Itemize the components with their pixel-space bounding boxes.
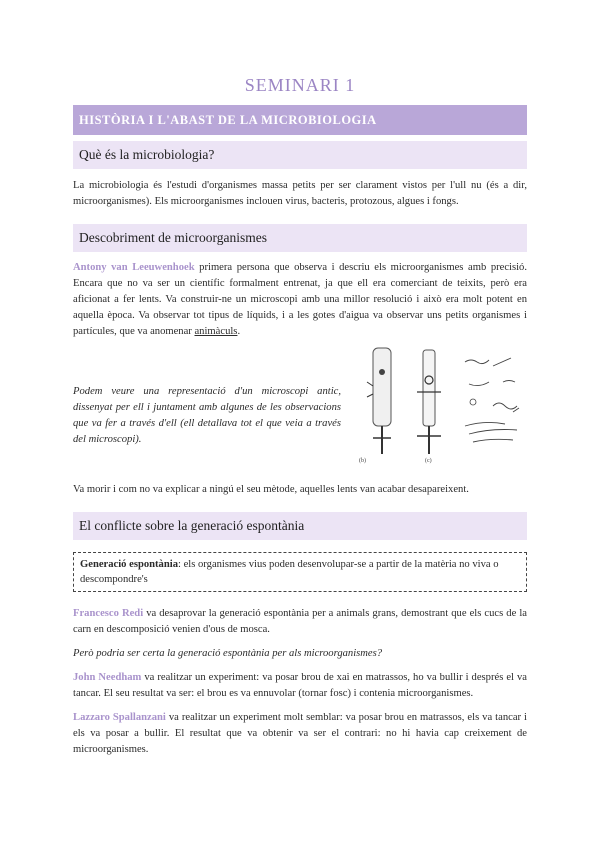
main-heading: HISTÒRIA I L'ABAST DE LA MICROBIOLOGIA [73, 105, 527, 135]
figure-caption: Podem veure una representació d'un microscopi antic, dissenyat per ell i juntament amb algunes de les observacions que va fer a través d'ell (ell detallava tot el que veia a través del microscopi). [73, 386, 341, 445]
paragraph-leeuwenhoek: Antony van Leeuwenhoek primera persona que observa i descriu els microorganismes amb precisió. Encara que no va ser un científic formalment entrenat, ja que ell era comerciant de teixits, però era aficionat a fer lents. Va construir-ne un microscopi amb una millor resolució i això era molt potent en aquella època. Va observar tot tipus de líquids, i a les gotes d'aigua va observar uns petits organismes i partícules, que va anomenar animàculs. [73, 262, 527, 337]
section-heading-spontaneous: El conflicte sobre la generació espontània [73, 512, 527, 540]
microscope-figure [353, 342, 527, 468]
person-name: Antony van Leeuwenhoek [73, 262, 195, 273]
paragraph-redi: Francesco Redi va desaprovar la generació espontània per a animals grans, demostrant que els cucs de la carn en descomposició venien d'ous de mosca. [73, 608, 527, 635]
paragraph-needham: John Needham va realitzar un experiment: va posar brou de xai en matrassos, ho va bullir i després el va tancar. El seu resultat va ser: el brou es va ennuvolar (tornar fosc) i contenia microorganismes. [73, 672, 527, 699]
section-heading-microbiology: Què és la microbiologia? [73, 141, 527, 169]
figure-label-c: (c) [425, 458, 432, 464]
definition-term: Generació espontània [80, 559, 178, 570]
section-heading-discovery: Descobriment de microorganismes [73, 224, 527, 252]
figure-label-b: (b) [359, 458, 366, 464]
paragraph-definition: La microbiologia és l'estudi d'organismes massa petits per ser clarament vistos per l'ull nu (és a dir, microorganismes). Els microorganismes inclouen virus, bacteris, protozous, algues i fongs. [73, 180, 527, 207]
page-title: SEMINARI 1 [244, 75, 356, 95]
paragraph-death: Va morir i com no va explicar a ningú el seu mètode, aquelles lents van acabar desapareixent. [73, 484, 469, 495]
figure-row [73, 342, 527, 468]
definition-box: Generació espontània: els organismes vius poden desenvolupar-se a partir de la matèria no viva o descompondre's [73, 552, 527, 592]
paragraph-spallanzani: Lazzaro Spallanzani va realitzar un experiment molt semblar: va posar brou en matrassos, els va tancar i els va posar a bullir. El resultat que va obtenir va ser el contrari: no hi havia cap creixement de microorganismes. [73, 712, 527, 755]
question-text: Però podria ser certa la generació espontània per als microorganismes? [73, 648, 383, 659]
term-animaculs: animàculs [194, 326, 238, 337]
